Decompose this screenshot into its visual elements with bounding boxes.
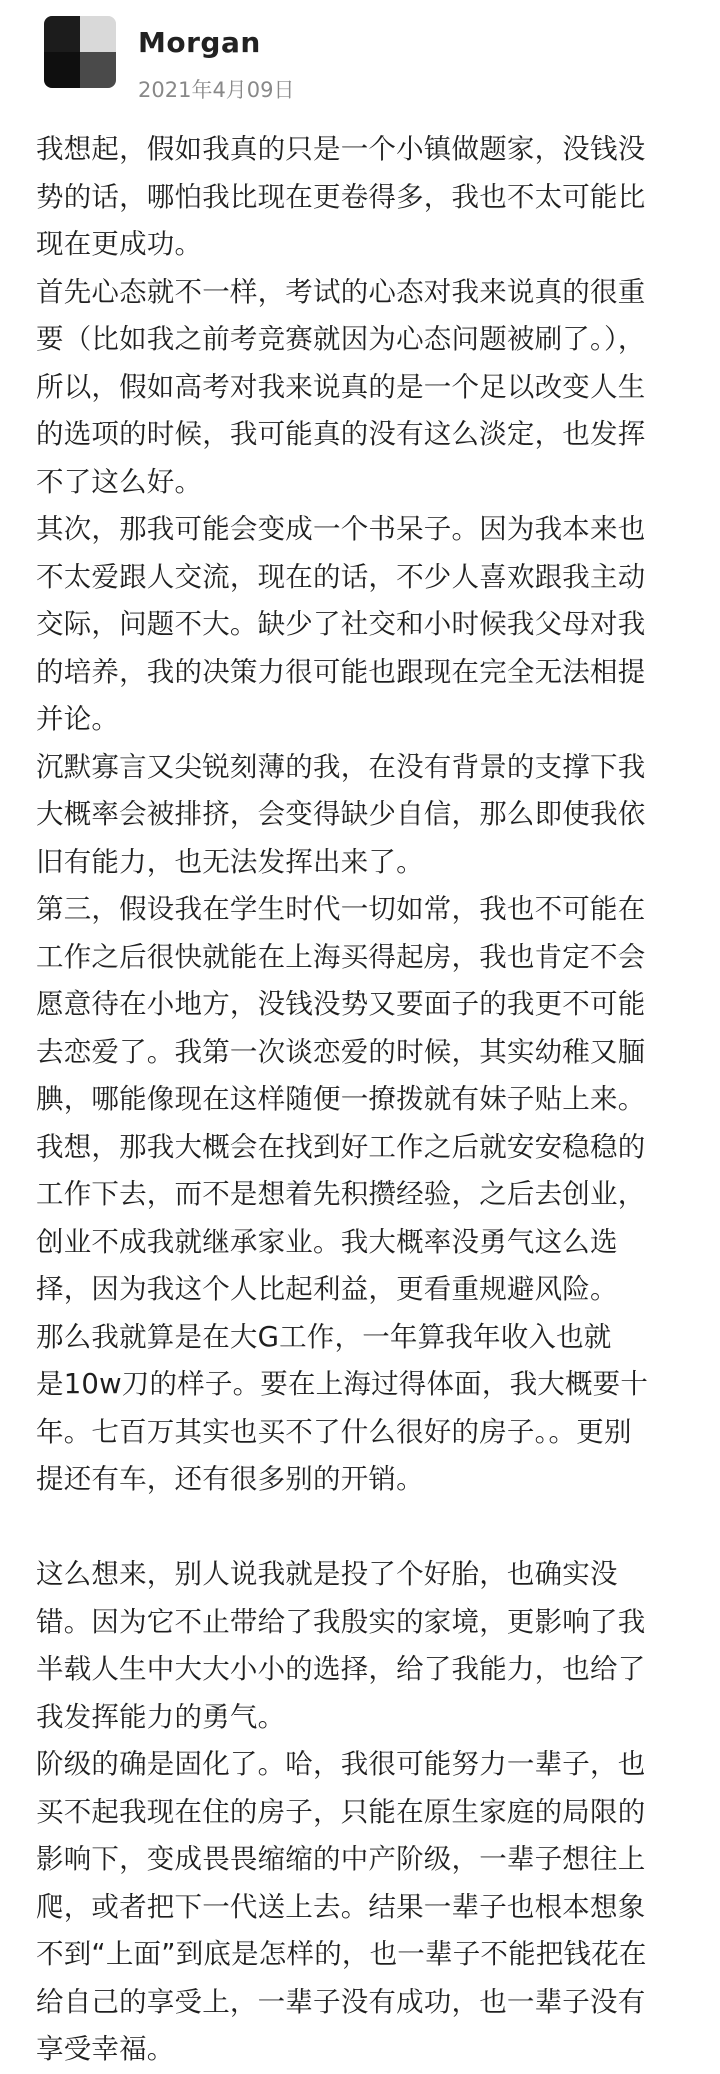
post-text-line: 的选项的时候，我可能真的没有这么淡定，也发挥 xyxy=(36,418,646,450)
post-text-line: 半载人生中大大小小的选择，给了我能力，也给了 xyxy=(36,1653,646,1685)
post-text-line: 腆，哪能像现在这样随便一撩拨就有妹子贴上来。 xyxy=(36,1083,646,1115)
post-text-line: 要（比如我之前考竞赛就因为心态问题被刷了。）， xyxy=(36,323,646,355)
post-header xyxy=(44,16,644,116)
post-text-line: 那么我就算是在大G工作，一年算我年收入也就 xyxy=(36,1320,612,1353)
post-text-line: 提还有车，还有很多别的开销。 xyxy=(36,1463,424,1495)
post-text-line: 是10w刀的样子。要在上海过得体面，我大概要十 xyxy=(36,1368,649,1400)
post-text-line: 享受幸福。 xyxy=(36,2033,175,2065)
post-text-line: 所以，假如高考对我来说真的是一个足以改变人生 xyxy=(36,370,646,403)
author-name[interactable]: Morgan xyxy=(138,26,261,59)
post-text-line: 沉默寡言又尖锐刻薄的我，在没有背景的支撑下我 xyxy=(36,750,646,783)
post-text-line: 我发挥能力的勇气。 xyxy=(36,1700,286,1733)
post-text-line: 愿意待在小地方，没钱没势又要面子的我更不可能 xyxy=(36,988,646,1020)
post-text-line: 首先心态就不一样，考试的心态对我来说真的很重 xyxy=(36,275,646,308)
post-text-line: 创业不成我就继承家业。我大概率没勇气这么选 xyxy=(36,1225,618,1258)
post-text-line: 不到“上面”到底是怎样的，也一辈子不能把钱花在 xyxy=(36,1938,647,1970)
post-text-line: 现在更成功。 xyxy=(36,228,203,260)
post-date: 2021年4月09日 xyxy=(138,78,295,102)
post-text-line: 旧有能力，也无法发挥出来了。 xyxy=(36,845,424,878)
avatar[interactable] xyxy=(44,16,116,88)
post-text-line: 交际，问题不大。缺少了社交和小时候我父母对我 xyxy=(36,608,646,640)
post-text-line xyxy=(36,1504,686,1552)
post-text-line: 这么想来，别人说我就是投了个好胎，也确实没 xyxy=(36,1558,618,1590)
post-text-line: 爬，或者把下一代送上去。结果一辈子也根本想象 xyxy=(36,1890,646,1923)
post-text-line: 不了这么好。 xyxy=(36,465,203,498)
post-text-line: 并论。 xyxy=(36,703,120,735)
post-text-line: 年。七百万其实也买不了什么很好的房子。。更别 xyxy=(36,1415,632,1448)
post-text-line: 错。因为它不止带给了我殷实的家境，更影响了我 xyxy=(36,1605,646,1638)
post-text-line: 势的话，哪怕我比现在更卷得多，我也不太可能比 xyxy=(36,180,646,213)
post-text-line: 第三，假设我在学生时代一切如常，我也不可能在 xyxy=(36,893,646,925)
post-text-line: 工作之后很快就能在上海买得起房，我也肯定不会 xyxy=(36,940,646,973)
post-text-line: 阶级的确是固化了。哈，我很可能努力一辈子，也 xyxy=(36,1748,646,1780)
post-text-line: 买不起我现在住的房子，只能在原生家庭的局限的 xyxy=(36,1795,646,1828)
post-text-line: 我想起，假如我真的只是一个小镇做题家，没钱没 xyxy=(36,133,646,165)
post-text-line: 给自己的享受上，一辈子没有成功，也一辈子没有 xyxy=(36,1985,646,2018)
post-body xyxy=(36,126,686,2074)
post-text-line: 不太爱跟人交流，现在的话，不少人喜欢跟我主动 xyxy=(36,560,646,593)
post-text-line: 影响下，变成畏畏缩缩的中产阶级，一辈子想往上 xyxy=(36,1843,646,1875)
post-text-line: 择，因为我这个人比起利益，更看重规避风险。 xyxy=(36,1273,618,1305)
post-text-line: 去恋爱了。我第一次谈恋爱的时候，其实幼稚又腼 xyxy=(36,1035,646,1068)
post-text-line: 的培养，我的决策力很可能也跟现在完全无法相提 xyxy=(36,655,646,688)
post-text-line: 工作下去，而不是想着先积攒经验，之后去创业， xyxy=(36,1178,646,1210)
post-text-line: 我想，那我大概会在找到好工作之后就安安稳稳的 xyxy=(36,1130,646,1163)
post-text-line: 其次，那我可能会变成一个书呆子。因为我本来也 xyxy=(36,513,646,545)
post-text-line: 大概率会被排挤，会变得缺少自信，那么即使我依 xyxy=(36,798,646,830)
